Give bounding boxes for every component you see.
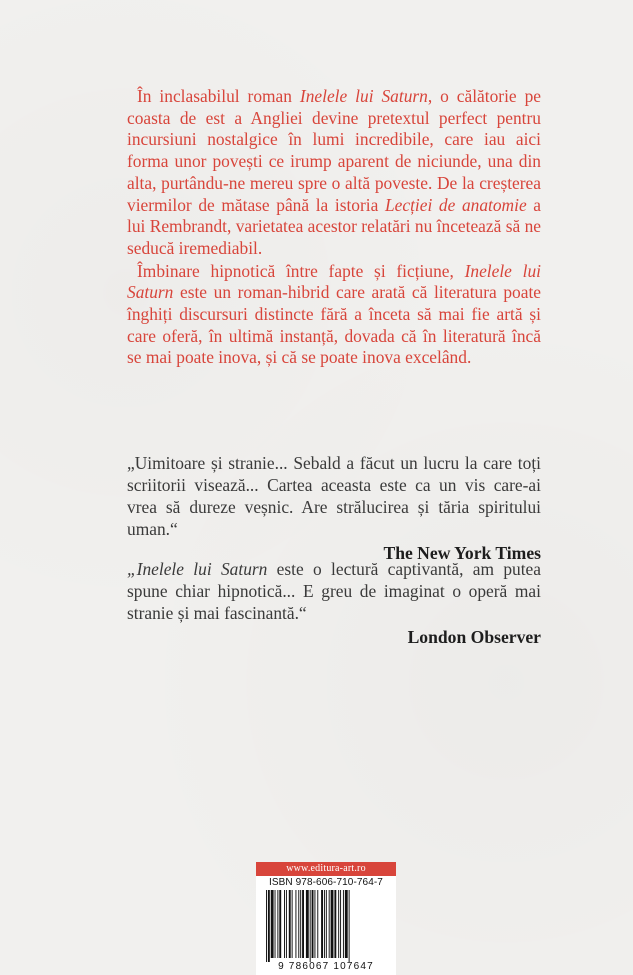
barcode-bar: [334, 890, 336, 958]
publisher-website: www.editura-art.ro: [256, 862, 396, 876]
quote-source: London Observer: [407, 627, 541, 647]
quote-text-rest: este o lectură captivantă, am putea spune chiar hipnotică... E greu de imaginat o operă mai stranie și mai fascinantă.“: [127, 559, 541, 623]
barcode-bar: [289, 890, 291, 958]
book-title-italic: Inelele lui Saturn: [127, 260, 541, 303]
blurb-paragraph-1: [127, 86, 541, 260]
barcode-bar: [275, 890, 276, 958]
review-quote-observer: [127, 558, 541, 648]
blurb-text: a lui Rembrandt, varietatea acestor relatări nu încetează să ne seducă iremediabil.: [127, 194, 542, 258]
barcode-bar: [329, 890, 330, 958]
barcode-bar: [340, 890, 341, 958]
quote-text: „Uimitoare și stranie... Sebald a făcut un lucru la care toți scriitorii visează... Cartea aceasta este ca un vis care-ai vrea să dureze veșnic. Are strălucirea și tăria spiritului uman.“: [127, 453, 541, 539]
barcode-bar: [300, 890, 301, 958]
barcode-bar: [292, 890, 293, 958]
barcode-bar: [279, 890, 281, 958]
barcode-bar: [338, 890, 339, 958]
blurb-text: , o călătorie pe coasta de est a Angliei devine pretextul perfect pentru incursiuni nostalgice în lumi incredibile, care iau aici forma unor povești ce irump aparent de niciunde, una din alta, purtându-ne mereu spre o altă poveste. De la creșterea viermilor de mătase până la istoria: [127, 86, 541, 215]
painting-title-italic: Lecției de anatomie: [384, 194, 527, 215]
isbn-label: ISBN 978-606-710-764-7: [269, 877, 383, 888]
barcode-bar: [324, 890, 325, 958]
barcode-bar: [277, 890, 278, 958]
quote-source: The New York Times: [383, 543, 541, 563]
barcode-digits: 9 786067 107647: [278, 961, 374, 972]
barcode-bar: [302, 890, 304, 958]
barcode-bar: [295, 890, 296, 958]
barcode-bar: [331, 890, 334, 958]
barcode-bar: [306, 890, 309, 958]
barcode-bar: [284, 890, 285, 958]
book-title-italic: „Inelele lui Saturn: [127, 559, 268, 579]
barcode-bar: [298, 890, 299, 958]
barcode-bar: [310, 890, 311, 962]
barcode-bars: [264, 890, 388, 962]
barcode-bar: [312, 890, 314, 958]
barcode-bar: [317, 890, 318, 958]
barcode-bar: [314, 890, 315, 958]
barcode-bar: [345, 890, 348, 958]
barcode-bar: [286, 890, 287, 958]
blurb-text: În inclasabilul roman: [137, 86, 300, 106]
review-quote-nyt: [127, 452, 541, 564]
quote-text: [127, 558, 541, 624]
barcode-bar: [268, 890, 270, 962]
barcode-bar: [266, 890, 267, 962]
blurb-text: este un roman-hibrid care arată că literatura poate înghiți discursuri distincte fără a înceta să mai fie artă și care oferă, în ultimă instanță, dovada că în literatură încă se mai poate inova, și că se poate inova excelând.: [127, 282, 541, 368]
barcode-bar: [326, 890, 327, 958]
barcode-block: [256, 862, 396, 975]
barcode-bar: [343, 890, 344, 958]
book-title-italic: Inelele lui Saturn: [299, 86, 428, 106]
book-blurb: [127, 86, 541, 369]
barcode-bar: [271, 890, 274, 958]
blurb-paragraph-2: [127, 261, 541, 370]
barcode-bar: [321, 890, 323, 958]
barcode-bar: [349, 890, 350, 962]
blurb-text: Îmbinare hipnotică între fapte și ficțiune,: [137, 260, 465, 281]
